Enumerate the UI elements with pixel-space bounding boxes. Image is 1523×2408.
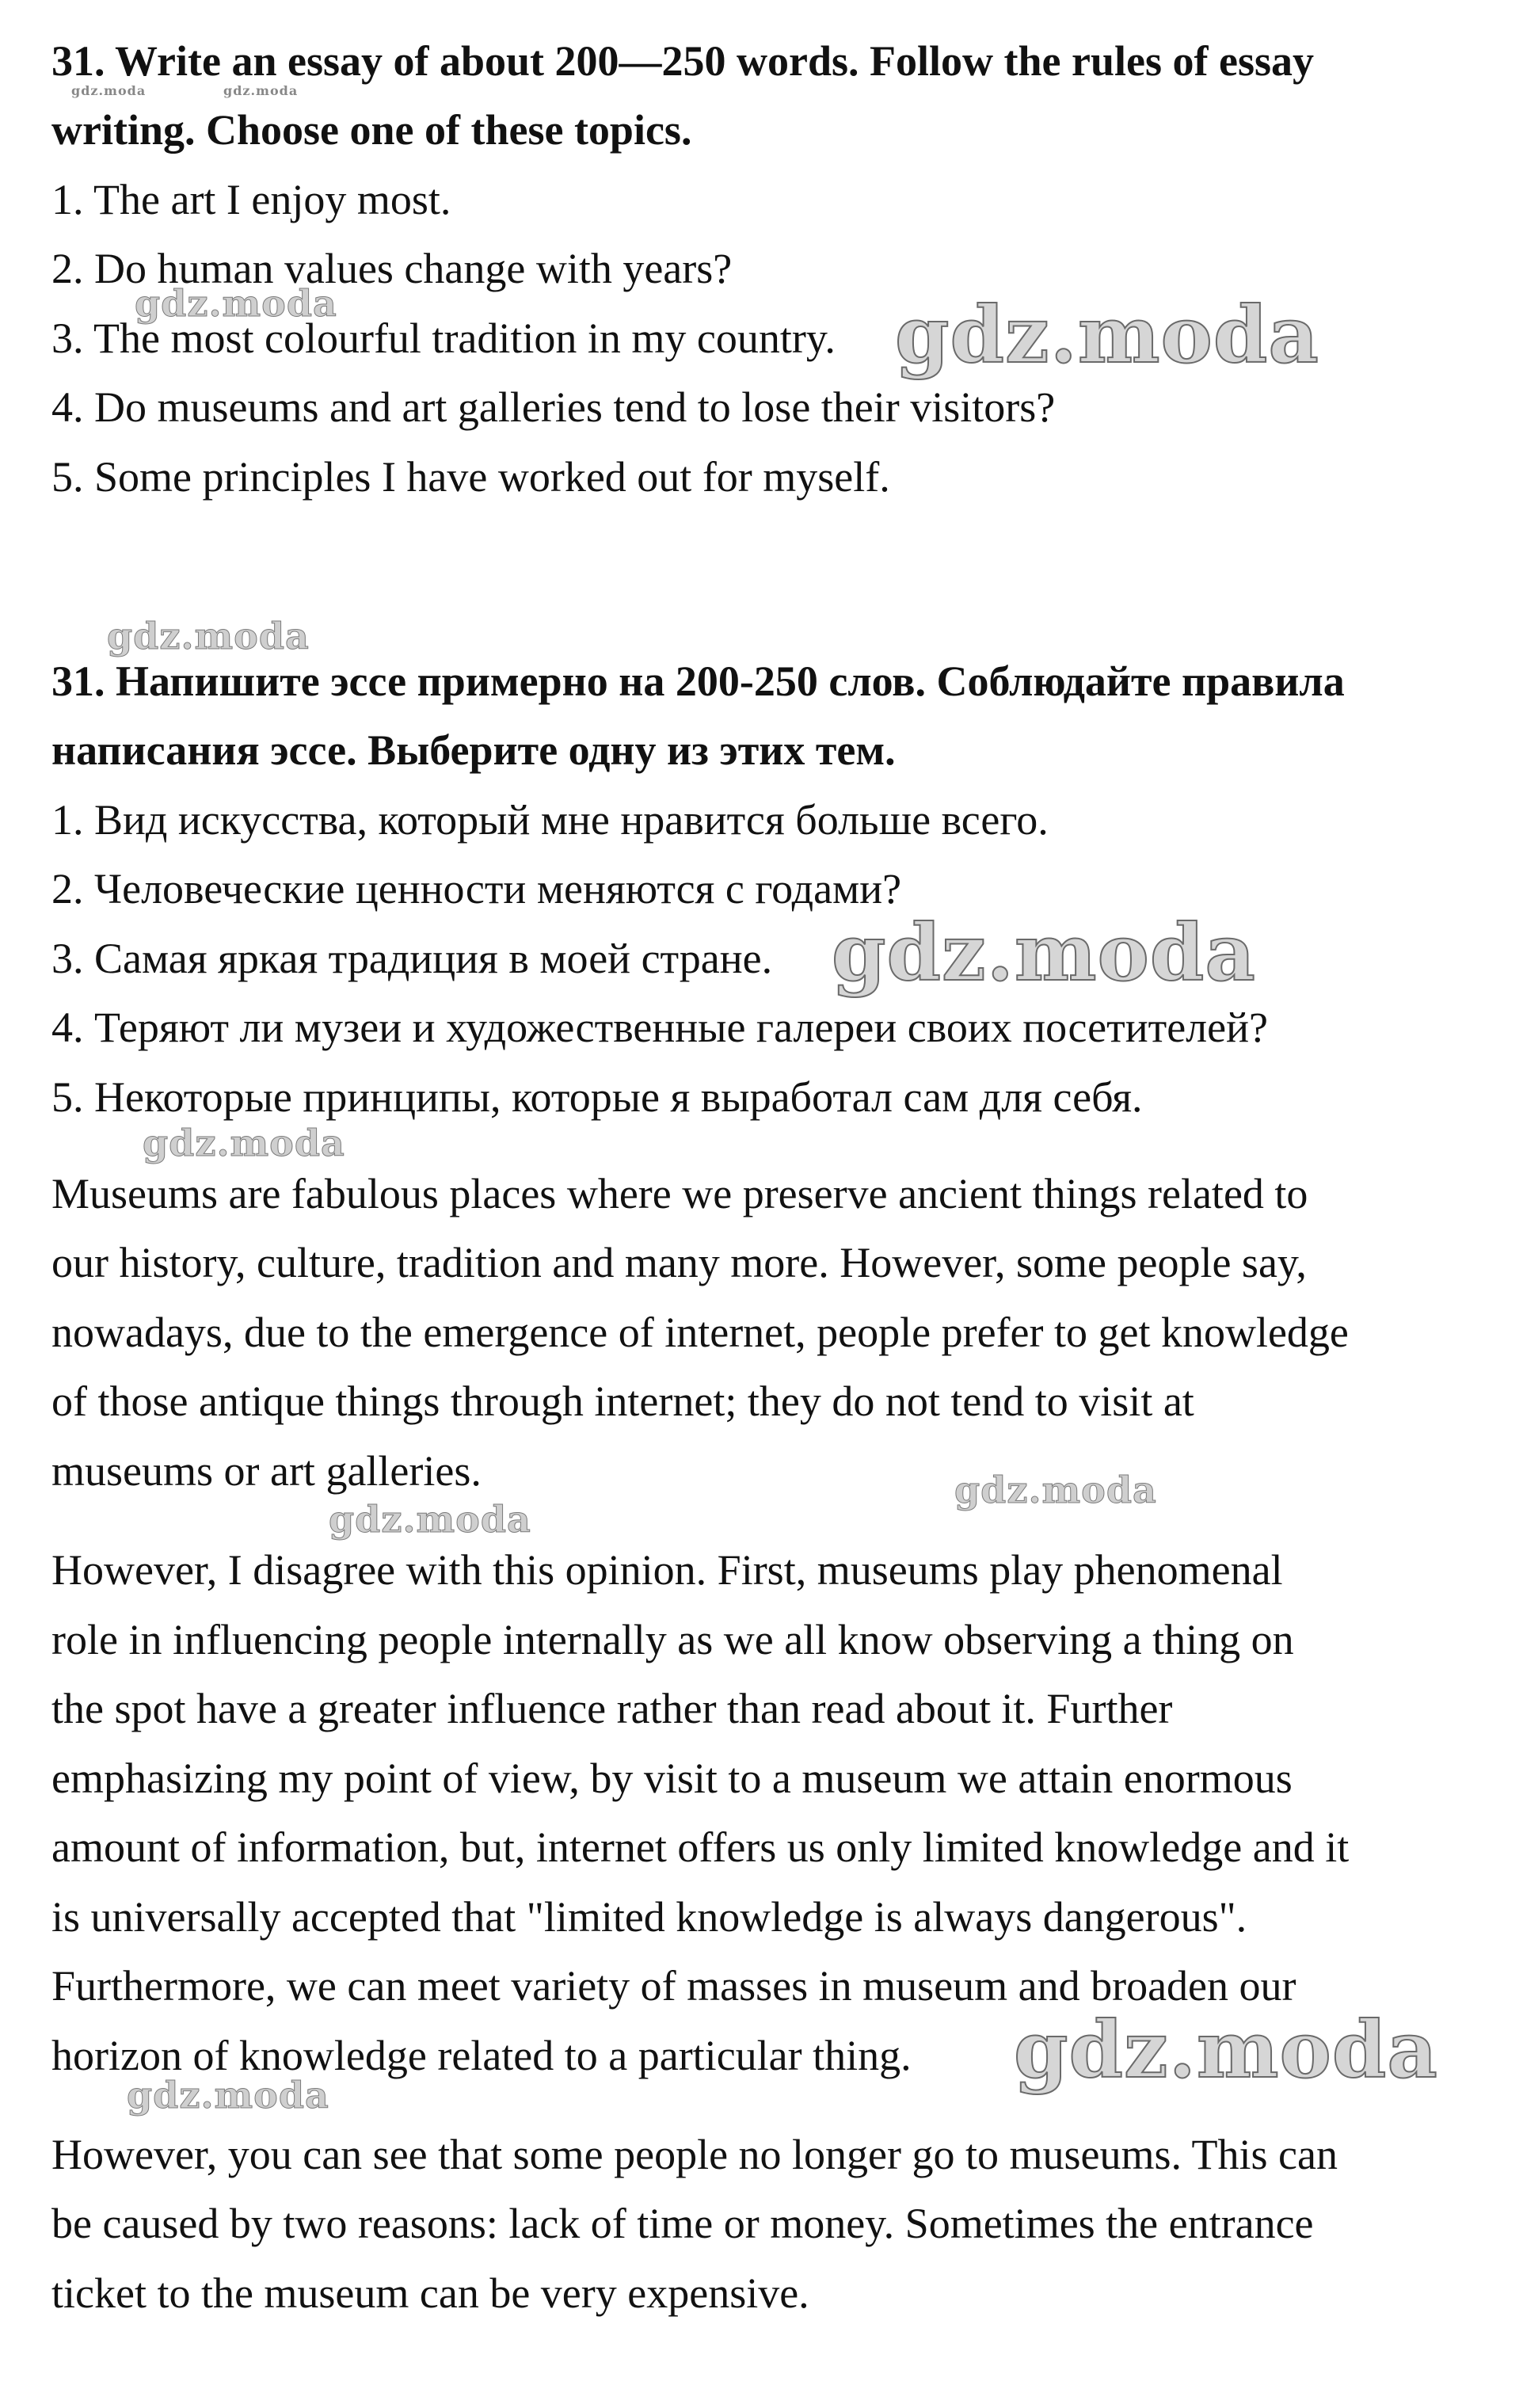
essay-line: of those antique things through internet; they do not tend to visit at bbox=[51, 1377, 1194, 1425]
watermark: gdz.moda bbox=[329, 1498, 531, 1541]
essay-line: role in influencing people internally as we all know observing a thing on bbox=[51, 1616, 1294, 1663]
watermark: gdz.moda bbox=[107, 615, 310, 657]
watermark: gdz.moda bbox=[223, 83, 299, 98]
essay-line: our history, culture, tradition and many more. However, some people say, bbox=[51, 1239, 1307, 1286]
topic-item: 1. Вид искусства, который мне нравится больше всего. bbox=[51, 796, 1049, 844]
essay-line: Museums are fabulous places where we preserve ancient things related to bbox=[51, 1170, 1308, 1217]
essay-line: However, you can see that some people no longer go to museums. This can bbox=[51, 2131, 1338, 2178]
essay-line: nowadays, due to the emergence of internet, people prefer to get knowledge bbox=[51, 1309, 1349, 1356]
essay-line: Furthermore, we can meet variety of masses in museum and broaden our bbox=[51, 1962, 1296, 2010]
heading-line: writing. Choose one of these topics. bbox=[51, 106, 692, 154]
topic-item: 5. Некоторые принципы, которые я выработал сам для себя. bbox=[51, 1073, 1143, 1121]
watermark: gdz.moda bbox=[71, 83, 147, 98]
essay-line: ticket to the museum can be very expensive. bbox=[51, 2269, 809, 2317]
essay-line: horizon of knowledge related to a particular thing. bbox=[51, 2032, 912, 2079]
topic-item: 4. Теряют ли музеи и художественные галереи своих посетителей? bbox=[51, 1004, 1268, 1051]
watermark: gdz.moda bbox=[1014, 2005, 1438, 2096]
watermark: gdz.moda bbox=[832, 908, 1256, 999]
watermark: gdz.moda bbox=[954, 1469, 1157, 1511]
topic-item: 2. Do human values change with years? bbox=[51, 245, 733, 292]
essay-line: be caused by two reasons: lack of time or money. Sometimes the entrance bbox=[51, 2200, 1314, 2247]
topic-item: 3. The most colourful tradition in my country. bbox=[51, 314, 836, 362]
topic-item: 4. Do museums and art galleries tend to lose their visitors? bbox=[51, 383, 1056, 431]
watermark: gdz.moda bbox=[895, 290, 1319, 381]
heading-line: 31. Напишите эссе примерно на 200-250 слов. Соблюдайте правила bbox=[51, 657, 1345, 705]
essay-line: museums or art galleries. bbox=[51, 1447, 482, 1495]
topic-item: 3. Самая яркая традиция в моей стране. bbox=[51, 935, 773, 982]
topic-item: 1. The art I enjoy most. bbox=[51, 176, 451, 223]
topic-item: 2. Человеческие ценности меняются с годами? bbox=[51, 865, 902, 913]
essay-line: the spot have a greater influence rather than read about it. Further bbox=[51, 1685, 1173, 1732]
essay-line: However, I disagree with this opinion. First, museums play phenomenal bbox=[51, 1546, 1283, 1594]
essay-line: amount of information, but, internet offers us only limited knowledge and it bbox=[51, 1823, 1350, 1871]
watermark: gdz.moda bbox=[127, 2074, 329, 2117]
topic-item: 5. Some principles I have worked out for myself. bbox=[51, 453, 890, 501]
watermark: gdz.moda bbox=[143, 1122, 345, 1164]
essay-line: emphasizing my point of view, by visit to a museum we attain enormous bbox=[51, 1755, 1293, 1802]
heading-line: 31. Write an essay of about 200—250 words. Follow the rules of essay bbox=[51, 37, 1314, 85]
heading-line: написания эссе. Выберите одну из этих тем. bbox=[51, 726, 896, 774]
watermark: gdz.moda bbox=[135, 282, 337, 325]
essay-line: is universally accepted that "limited knowledge is always dangerous". bbox=[51, 1893, 1247, 1941]
